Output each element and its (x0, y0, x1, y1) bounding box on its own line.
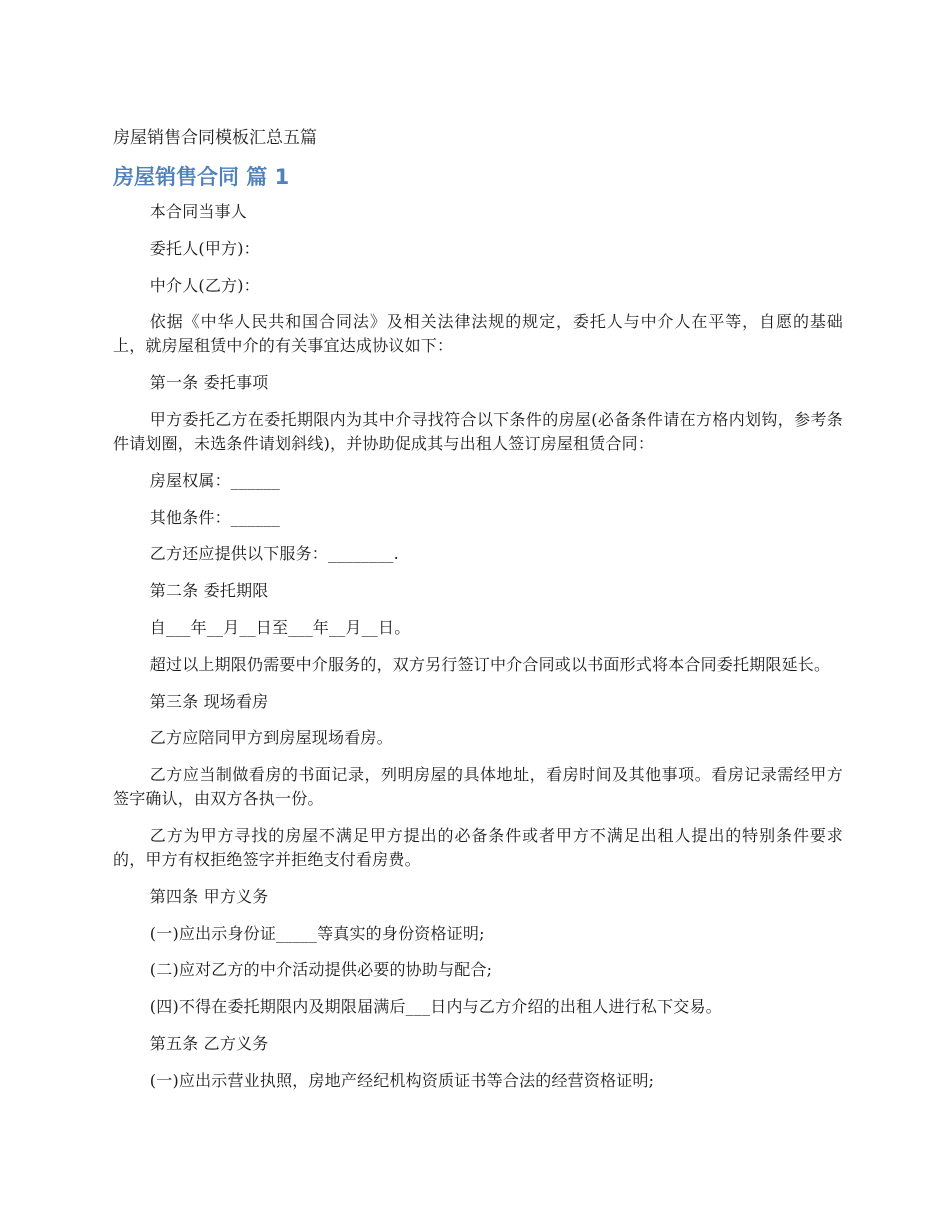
paragraph-other-conditions: 其他条件：______ (149, 507, 280, 527)
document-body (113, 200, 843, 1106)
paragraph-principal: 委托人(甲方)： (149, 238, 260, 258)
paragraph-period: 自___年__月__日至___年__月__日。 (149, 617, 411, 637)
paragraph-body: 超过以上期限仍需要中介服务的，双方另行签订中介合同或以书面形式将本合同委托期限延长。 (149, 654, 831, 674)
article-heading: 第四条 甲方义务 (149, 886, 269, 906)
paragraph-preamble: 依据《中华人民共和国合同法》及相关法律法规的规定，委托人与中介人在平等，自愿的基础上，就房屋租赁中介的有关事宜达成协议如下： (113, 312, 843, 356)
paragraph-body: 甲方委托乙方在委托期限内为其中介寻找符合以下条件的房屋(必备条件请在方格内划钩，参考条件请划圈，未选条件请划斜线)，并协助促成其与出租人签订房屋租赁合同： (113, 409, 843, 453)
paragraph-agent: 中介人(乙方)： (149, 275, 260, 295)
paragraph-ownership: 房屋权属：______ (149, 470, 280, 490)
article-heading: 第一条 委托事项 (149, 373, 269, 393)
paragraph-body: 乙方为甲方寻找的房屋不满足甲方提出的必备条件或者甲方不满足出租人提出的特别条件要求的，甲方有权拒绝签字并拒绝支付看房费。 (113, 825, 843, 869)
document-title: 房屋销售合同模板汇总五篇 (113, 128, 317, 148)
list-item: (一)应出示营业执照，房地产经纪机构资质证书等合法的经营资格证明; (149, 1070, 655, 1090)
article-heading: 第五条 乙方义务 (149, 1033, 269, 1053)
paragraph-parties: 本合同当事人 (149, 202, 247, 221)
article-heading: 第三条 现场看房 (149, 691, 269, 711)
list-item: (四)不得在委托期限内及期限届满后___日内与乙方介绍的出租人进行私下交易。 (149, 997, 722, 1017)
section-heading: 房屋销售合同 篇 1 (113, 165, 290, 189)
paragraph-extra-services: 乙方还应提供以下服务：________. (149, 544, 399, 564)
paragraph-body: 乙方应陪同甲方到房屋现场看房。 (149, 728, 393, 748)
list-item: (一)应出示身份证_____等真实的身份资格证明; (149, 923, 485, 943)
paragraph-body: 乙方应当制做看房的书面记录，列明房屋的具体地址，看房时间及其他事项。看房记录需经甲方签字确认，由双方各执一份。 (113, 765, 843, 809)
article-heading: 第二条 委托期限 (149, 581, 269, 601)
list-item: (二)应对乙方的中介活动提供必要的协助与配合; (149, 960, 493, 980)
